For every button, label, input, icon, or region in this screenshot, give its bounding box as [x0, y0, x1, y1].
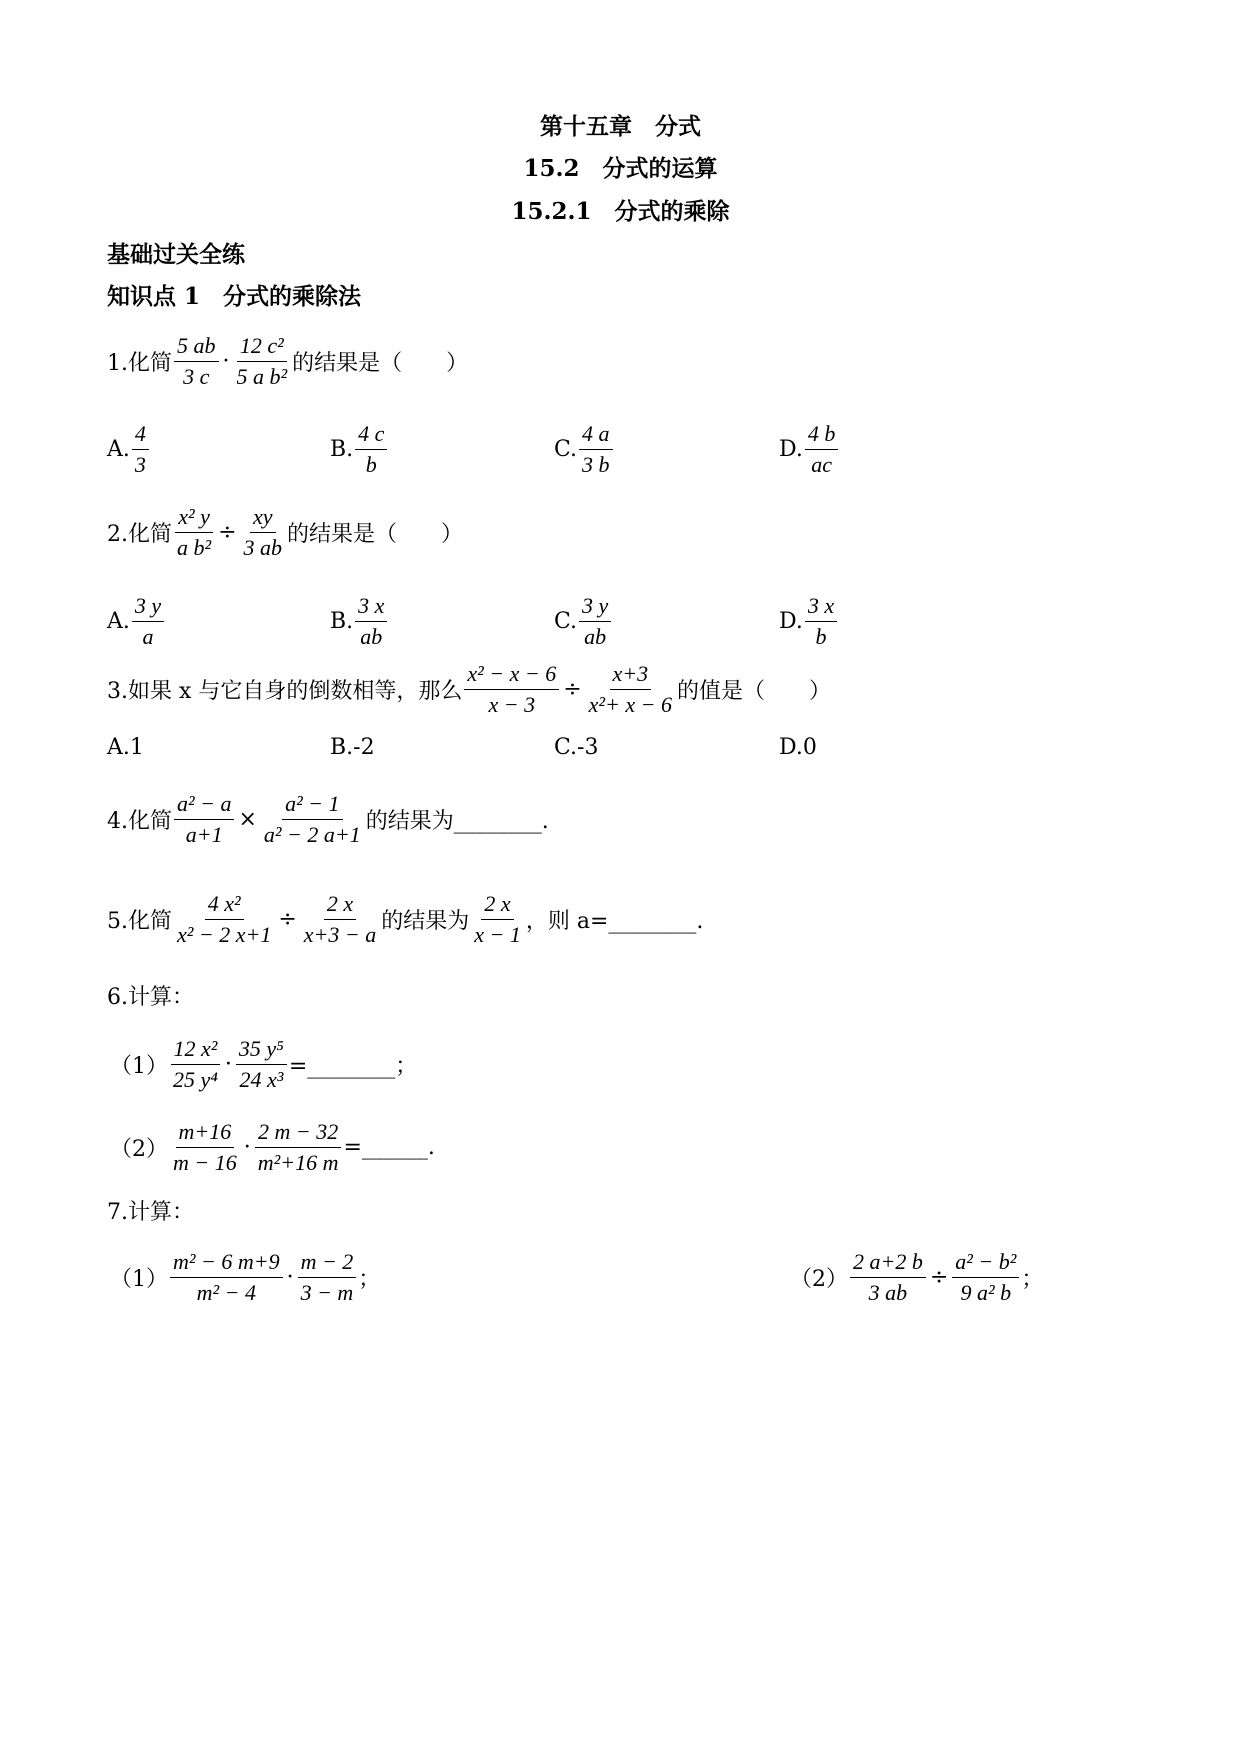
- q5-fraction-1: $\frac{\text{4 x²}}{\text{x² − 2 x+1}}$: [177, 891, 272, 947]
- q5-fraction-2: $\frac{2 x}{x+3 - a}$: [303, 891, 377, 947]
- chapter-title: 第十五章 分式: [540, 113, 701, 140]
- heading-knowledge-point: 知识点 1 分式的乘除法: [107, 283, 362, 310]
- q6-part-2: （2） $\frac{m+16}{m - 16}$ · $\frac{2 m - 32}{\text{m²+16 m}}$ =______.: [110, 1119, 435, 1175]
- q7-part-2: （2） $\frac{2 a+2 b}{3 ab}$ ÷ $\frac{\text{a² − b²}}{\text{9 a² b}}$ ；: [790, 1249, 1044, 1305]
- q4-fraction-2: $\frac{\text{a² − 1}}{\text{a² − 2 a+1}}$: [263, 791, 361, 847]
- q1-operator: ·: [222, 349, 230, 374]
- q1-fraction-2: $\frac{\text{12 c²}}{\text{5 a b²}}$: [236, 333, 288, 389]
- subsection-title: 15.2.1 分式的乘除: [511, 198, 730, 225]
- question-2: 2.化简 $\frac{\text{x² y}}{\text{a b²}}$ ÷ $\frac{xy}{3 ab}$ 的结果是（ ）: [107, 504, 464, 560]
- q1-option-d[interactable]: D. $\frac{4 b}{ac}$: [779, 420, 840, 479]
- question-6: 6.计算：: [107, 985, 194, 1010]
- q3-fraction-1: $\frac{\text{x² − x − 6}}{x - 3}$: [464, 660, 559, 719]
- section-title: 15.2 分式的运算: [523, 155, 718, 182]
- q5-fraction-3: $\frac{2 x}{x - 1}$: [474, 891, 521, 947]
- q2-fraction-1: $\frac{\text{x² y}}{\text{a b²}}$: [177, 504, 212, 560]
- question-1: [107, 332, 468, 391]
- question-4: 4.化简 $\frac{\text{a² − a}}{a+1}$ × $\frac{\text{a² − 1}}{\text{a² − 2 a+1}}$ 的结果为________.: [107, 791, 549, 847]
- heading-basic: 基础过关全练: [107, 241, 245, 268]
- q2-option-c[interactable]: C. $\frac{3 y}{ab}$: [554, 592, 613, 651]
- q3-option-a[interactable]: A.1: [107, 735, 144, 760]
- q1-label: 1.化简: [107, 351, 172, 376]
- q2-option-a[interactable]: A. $\frac{3 y}{a}$: [107, 592, 166, 651]
- q1-option-c[interactable]: C. $\frac{4 a}{3 b}$: [554, 420, 615, 479]
- q3-option-b[interactable]: B.-2: [330, 735, 375, 760]
- q1-option-b[interactable]: B. $\frac{4 c}{b}$: [330, 420, 389, 479]
- question-7: 7.计算：: [107, 1200, 194, 1225]
- q3-option-c[interactable]: C.-3: [554, 735, 599, 760]
- q1-fraction-1: $\frac{5 ab}{3 c}$: [174, 332, 219, 391]
- question-3: 3.如果 x 与它自身的倒数相等，那么 $\frac{\text{x² − x − 6}}{x - 3}$ ÷ $\frac{x+3}{\text{x²+ x − 6}}$ 的值是（ ）: [107, 661, 831, 717]
- question-5: 5.化简 $\frac{\text{4 x²}}{\text{x² − 2 x+1}}$ ÷ $\frac{2 x}{x+3 - a}$ 的结果为 $\frac{2 x}{x - 1}$ ，则 a=________.: [107, 891, 704, 947]
- q1-tail: 的结果是（ ）: [292, 351, 469, 376]
- q1-option-a[interactable]: A. $\frac{4}{3}$: [107, 420, 151, 479]
- q4-fraction-1: $\frac{\text{a² − a}}{a+1}$: [174, 790, 234, 849]
- q6-part-1: （1） $\frac{\text{12 x²}}{\text{25 y⁴}}$ · $\frac{\text{35 y⁵}}{\text{24 x³}}$ =________；: [110, 1036, 418, 1092]
- q3-option-d[interactable]: D.0: [779, 735, 817, 760]
- q2-option-d[interactable]: D. $\frac{3 x}{b}$: [779, 592, 839, 651]
- q3-fraction-2: $\frac{x+3}{\text{x²+ x − 6}}$: [588, 661, 672, 717]
- q7-part-1: （1） $\frac{\text{m² − 6 m+9}}{\text{m² − 4}}$ · $\frac{m - 2}{3 - m}$ ；: [110, 1249, 381, 1305]
- q2-option-b[interactable]: B. $\frac{3 x}{ab}$: [330, 592, 389, 651]
- q2-fraction-2: $\frac{xy}{3 ab}$: [243, 504, 283, 560]
